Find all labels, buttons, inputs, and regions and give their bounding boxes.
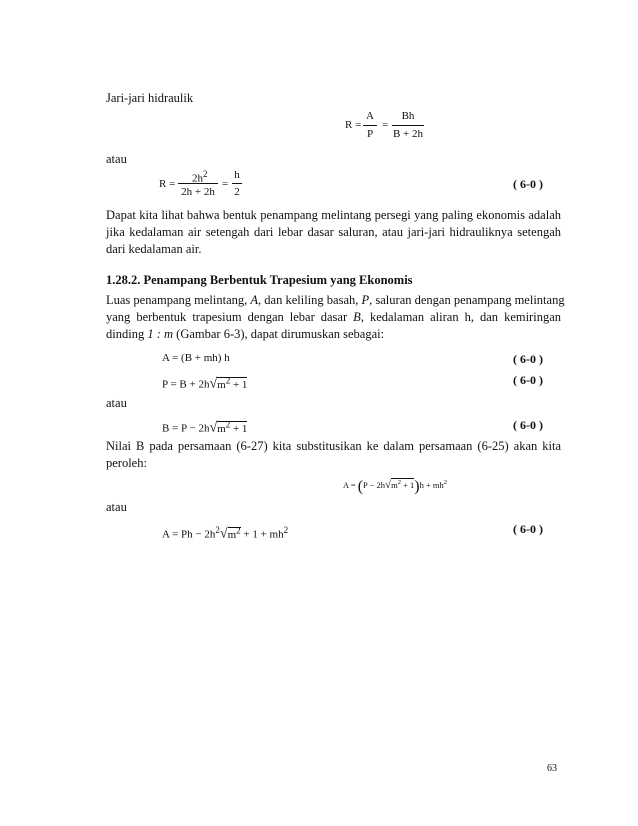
eq2-f1-bar <box>178 183 218 184</box>
equation-number-2: ( 6-0 ) <box>513 352 543 366</box>
paragraph-substitution <box>106 438 561 472</box>
eq1-f1-den: P <box>366 128 374 140</box>
eq1-f2-bar <box>392 125 424 126</box>
equation-substituted-area: $A = (P - 2h√m^2 + 1)h + mh^2$ <box>343 478 447 495</box>
equation-area: A = (B + mh) h <box>162 352 230 364</box>
text-atau-3: atau <box>106 500 127 514</box>
paragraph-line: dari kedalaman air. <box>106 242 202 256</box>
eq1-f1-bar <box>363 125 377 126</box>
paragraph-line: Nilai B pada persamaan (6-27) kita substitusikan ke dalam persamaan (6-25) akan kita <box>106 439 561 453</box>
section-heading: 1.28.2. Penampang Berbentuk Trapesium yang Ekonomis <box>106 273 413 287</box>
paragraph-line: jika kedalaman air setengah dari lebar dasar saluran, atau jari-jari hidrauliknya setengah <box>106 225 561 239</box>
paragraph-line: Luas penampang melintang, A, dan keliling basah, P, saluran dengan penampang melintang <box>106 293 565 307</box>
paragraph-line: Dapat kita lihat bahwa bentuk penampang melintang persegi yang paling ekonomis adalah <box>106 208 561 222</box>
eq1-lhs: R = <box>345 119 362 131</box>
eq1-f1-num: A <box>366 110 374 122</box>
eq1-f2-den: B + 2h <box>392 128 424 140</box>
eq2-f1-num: $2h^2$ <box>192 169 208 185</box>
label-hydraulic-radius: Jari-jari hidraulik <box>106 91 194 105</box>
equation-perimeter: $P = B + 2h√m^2 + 1$ <box>162 375 248 392</box>
equation-final-area: $A = Ph - 2h^2√m^2 + 1 + mh^2$ <box>162 525 289 542</box>
eq2-f2-bar <box>232 183 242 184</box>
paragraph-line: yang berbentuk trapesium dengan lebar dasar B, kedalaman aliran h, dan kemiringan <box>106 310 561 324</box>
eq2-lhs: R = <box>159 178 176 190</box>
equation-number-1: ( 6-0 ) <box>513 177 543 191</box>
eq2-eq: = <box>222 178 229 190</box>
eq2-f2-den: 2 <box>234 186 240 198</box>
paragraph-line: dinding 1 : m (Gambar 6-3), dapat dirumuskan sebagai: <box>106 327 385 341</box>
page-number: 63 <box>547 763 557 774</box>
eq1-eq: = <box>382 119 389 131</box>
paragraph-line: peroleh: <box>106 456 147 470</box>
equation-number-4: ( 6-0 ) <box>513 418 543 432</box>
paragraph-conclusion <box>106 207 561 258</box>
eq2-f2-num: h <box>234 169 240 181</box>
eq2-f1-den: 2h + 2h <box>181 186 215 198</box>
paragraph-trapezoid-intro <box>106 292 565 343</box>
equation-number-3: ( 6-0 ) <box>513 373 543 387</box>
text-atau-2: atau <box>106 396 127 410</box>
equation-base-width: $B = P - 2h√m^2 + 1$ <box>162 419 248 436</box>
eq1-f2-num: Bh <box>401 110 415 122</box>
equation-number-5: ( 6-0 ) <box>513 522 543 536</box>
text-atau-1: atau <box>106 152 127 166</box>
